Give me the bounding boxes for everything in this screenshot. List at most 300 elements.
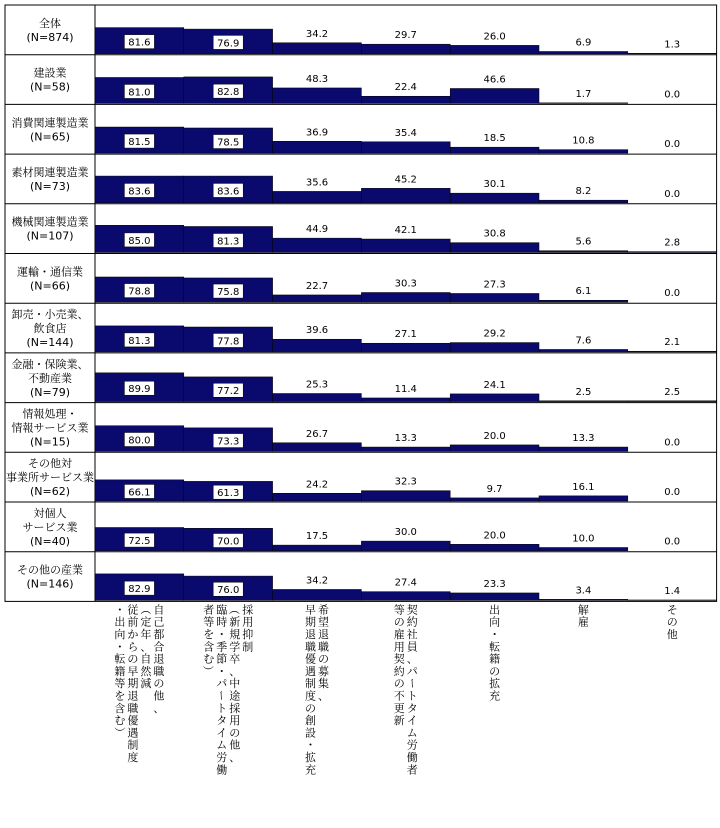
data-label: 29.2	[483, 328, 506, 340]
column-label: 集	[318, 677, 329, 691]
column-label: の	[305, 701, 316, 715]
bar	[361, 592, 450, 601]
column-label: む	[114, 714, 126, 728]
bar	[361, 44, 450, 54]
column-label: 、	[153, 701, 165, 715]
column-label: ・	[489, 628, 501, 641]
column-label: 向	[114, 628, 126, 641]
column-label: ー	[405, 677, 419, 689]
data-label: 16.1	[572, 481, 595, 493]
column-label: 含	[203, 640, 215, 654]
column-label: 等	[114, 677, 126, 691]
column-label: 従	[127, 603, 139, 617]
column-label: 、	[229, 751, 241, 764]
bar	[273, 295, 362, 302]
column-label: 都	[153, 628, 165, 641]
bar	[539, 447, 628, 451]
data-label: 0.0	[664, 487, 681, 498]
column-label: 減	[140, 677, 152, 691]
row-label: (N=65)	[29, 130, 71, 144]
column-label: 早	[127, 664, 139, 678]
column-label: イ	[406, 714, 418, 728]
row-label: (N=874)	[26, 30, 74, 44]
row-label: (N=146)	[26, 577, 74, 591]
bar	[361, 447, 450, 451]
data-label: 6.9	[575, 37, 592, 49]
column-label: ム	[406, 726, 418, 740]
column-label: 出	[114, 615, 126, 629]
data-label: 13.3	[572, 433, 595, 445]
data-label: 10.8	[572, 135, 595, 147]
data-label: 22.4	[394, 82, 417, 94]
data-label: 2.5	[664, 386, 681, 398]
row-label: (N=107)	[26, 229, 74, 243]
bar	[361, 491, 450, 501]
bar	[539, 401, 628, 402]
column-label: 卒	[229, 652, 241, 666]
column-label: 契	[406, 603, 418, 617]
bar	[539, 349, 628, 351]
column-label: 度	[305, 689, 316, 703]
column-label: 含	[114, 701, 126, 715]
bar	[450, 293, 539, 302]
column-label: ・	[305, 738, 316, 752]
column-label: 用	[393, 640, 405, 654]
bar	[450, 147, 539, 153]
bar	[361, 343, 450, 352]
data-label: 11.4	[394, 383, 417, 395]
row-label: (N=58)	[29, 80, 71, 94]
data-label: 72.5	[128, 536, 151, 548]
data-label: 27.4	[394, 577, 417, 589]
bar	[628, 252, 717, 253]
column-label: 用	[242, 615, 254, 629]
column-label: 雇	[577, 615, 589, 629]
data-label: 30.1	[483, 179, 506, 191]
data-label: 42.1	[394, 225, 417, 237]
bar	[273, 493, 362, 501]
bar	[361, 188, 450, 202]
data-label: 23.3	[483, 578, 506, 590]
column-label: ム	[216, 738, 228, 752]
data-label: 5.6	[575, 236, 592, 248]
data-label: 0.0	[664, 139, 681, 151]
data-label: 27.3	[483, 279, 506, 291]
bar	[361, 541, 450, 551]
column-label: パ	[216, 677, 228, 691]
data-label: 78.5	[217, 137, 240, 149]
column-label: そ	[666, 603, 678, 617]
data-label: 81.5	[128, 137, 151, 149]
bar	[273, 589, 362, 600]
column-label: 転	[489, 640, 501, 654]
column-label: パ	[406, 664, 418, 678]
data-label: 10.0	[572, 533, 595, 545]
column-label: の	[393, 677, 405, 691]
column-label: の	[153, 677, 165, 691]
column-label: 、	[229, 664, 241, 678]
column-label: を	[114, 689, 126, 703]
column-label: を	[203, 628, 215, 641]
row-label: その他の産業	[17, 563, 83, 577]
bar	[361, 142, 450, 153]
column-label: 他	[229, 738, 241, 752]
data-label: 18.5	[483, 133, 506, 145]
column-label: 転	[114, 652, 126, 666]
column-label: の	[229, 726, 241, 740]
column-label: 退	[153, 652, 165, 666]
bar	[450, 593, 539, 600]
data-label: 1.3	[664, 39, 681, 51]
bar	[273, 141, 362, 153]
data-label: 2.5	[575, 386, 592, 398]
row-label: (N=66)	[29, 279, 71, 293]
row-label: その他対	[28, 457, 72, 471]
column-label: 制	[242, 640, 254, 654]
column-label: ）	[201, 665, 215, 677]
bar	[273, 191, 362, 202]
column-label: ・	[216, 664, 228, 678]
column-label: 遇	[127, 726, 139, 740]
column-label: 規	[229, 628, 241, 641]
row-label: (N=144)	[26, 336, 74, 350]
data-label: 80.0	[128, 435, 151, 447]
column-label: 職	[305, 640, 316, 654]
column-label: の	[489, 664, 501, 678]
bar	[273, 394, 362, 402]
column-label: タ	[216, 714, 228, 728]
column-label: 拡	[305, 751, 316, 764]
column-label: 退	[127, 689, 139, 703]
column-label: 年	[140, 628, 152, 641]
column-label: 雇	[393, 628, 405, 641]
column-label: 新	[393, 714, 405, 728]
row-label: 卸売・小売業、	[11, 308, 89, 322]
row-label: 飲食店	[33, 322, 67, 336]
column-label: ら	[127, 640, 139, 654]
column-label: 職	[127, 701, 139, 715]
column-label: 採	[229, 701, 241, 715]
column-label: 然	[140, 664, 152, 678]
bar	[273, 88, 362, 103]
data-label: 2.8	[664, 237, 681, 249]
data-label: 3.4	[575, 585, 592, 597]
data-label: 20.0	[483, 530, 506, 542]
data-label: 0.0	[664, 188, 681, 200]
column-label: 合	[153, 640, 165, 654]
column-label: ー	[214, 690, 228, 701]
data-label: 77.2	[217, 386, 240, 398]
column-label: 募	[318, 664, 329, 678]
data-label: 77.8	[217, 336, 240, 348]
column-label: 優	[305, 652, 316, 666]
column-label: 他	[153, 689, 165, 703]
data-label: 76.9	[217, 38, 240, 50]
column-label: 籍	[114, 664, 126, 678]
data-label: 73.3	[217, 436, 240, 448]
bar	[361, 293, 450, 303]
column-label: ・	[216, 628, 228, 641]
column-label: 希	[318, 603, 329, 617]
column-label: 向	[489, 615, 501, 629]
data-label: 81.3	[128, 335, 151, 347]
column-label: 設	[305, 726, 316, 740]
data-label: 29.7	[394, 30, 417, 42]
column-label: 約	[393, 664, 405, 678]
column-label: か	[127, 628, 139, 641]
column-label: （	[138, 603, 152, 615]
column-label: 定	[140, 615, 152, 629]
data-label: 45.2	[394, 174, 417, 186]
column-label: 社	[406, 628, 418, 641]
data-label: 83.6	[128, 186, 151, 198]
bar	[628, 351, 717, 352]
data-label: 6.1	[575, 286, 592, 298]
data-label: 17.5	[305, 531, 329, 543]
data-label: 22.7	[305, 280, 329, 292]
data-label: 1.4	[664, 585, 681, 597]
row-label: 情報サービス業	[11, 421, 89, 435]
column-label: 充	[305, 763, 316, 777]
column-label: 解	[577, 603, 589, 617]
column-label: 中	[229, 677, 241, 691]
data-label: 81.0	[128, 87, 151, 99]
column-label: 者	[406, 763, 418, 777]
row-label: 運輸・通信業	[17, 265, 83, 279]
bar	[273, 443, 362, 452]
column-label: 約	[406, 615, 418, 629]
column-label: 優	[127, 714, 139, 728]
bar	[450, 243, 539, 253]
column-label: 節	[216, 652, 228, 666]
data-label: 7.6	[575, 335, 592, 347]
data-label: 24.2	[305, 479, 329, 491]
data-label: 26.0	[483, 31, 506, 43]
row-label: サービス業	[22, 520, 78, 534]
column-label: 等	[203, 615, 215, 629]
column-label: の	[318, 652, 329, 666]
data-label: 30.0	[394, 527, 417, 539]
data-label: 83.6	[217, 186, 240, 198]
bar	[539, 548, 628, 551]
bar	[450, 45, 539, 53]
data-label: 0.0	[664, 288, 681, 300]
bar	[273, 545, 362, 551]
data-label: 9.7	[486, 483, 503, 495]
column-label: 更	[393, 701, 405, 715]
column-label: 労	[406, 738, 418, 752]
column-label: 制	[305, 677, 316, 691]
row-label: (N=62)	[29, 485, 71, 499]
bar	[539, 200, 628, 203]
bar	[539, 103, 628, 104]
column-label: 期	[305, 615, 316, 629]
bar	[628, 401, 717, 402]
bar	[450, 445, 539, 451]
data-label: 78.8	[128, 286, 151, 298]
data-label: 82.8	[217, 87, 240, 99]
bar	[450, 394, 539, 402]
data-label: 36.9	[305, 127, 329, 139]
data-label: 66.1	[128, 487, 151, 499]
column-label: 充	[489, 689, 501, 703]
column-label: 、	[406, 652, 418, 666]
bar	[273, 339, 362, 352]
bar	[450, 343, 539, 352]
column-label: 度	[127, 751, 139, 764]
data-label: 46.6	[483, 74, 506, 86]
column-label: の	[127, 652, 139, 666]
data-label: 81.6	[128, 37, 151, 49]
data-label: 25.3	[305, 379, 329, 391]
column-label: 時	[216, 615, 228, 629]
column-label: む	[203, 652, 215, 666]
column-label: 他	[666, 628, 678, 641]
row-label: 対個人	[33, 506, 67, 520]
row-label: 金融・保険業、	[11, 357, 89, 371]
column-label: 用	[229, 714, 241, 728]
data-label: 32.3	[394, 476, 417, 488]
row-label: 素材関連製造業	[11, 165, 89, 179]
bar	[450, 88, 539, 103]
column-label: 己	[153, 615, 165, 629]
data-label: 48.3	[305, 73, 329, 85]
bar	[450, 193, 539, 203]
bar	[273, 43, 362, 54]
data-label: 24.1	[483, 379, 506, 391]
data-label: 76.0	[217, 585, 240, 597]
data-label: 20.0	[483, 430, 506, 442]
column-label: 採	[242, 603, 254, 617]
bar	[450, 498, 539, 501]
column-label: 働	[216, 763, 228, 777]
data-label: 85.0	[128, 235, 151, 247]
data-label: 89.9	[128, 384, 151, 396]
column-label: 退	[305, 628, 316, 641]
column-label: 臨	[216, 603, 228, 617]
bar	[539, 300, 628, 302]
data-label: 30.8	[483, 228, 506, 240]
column-label: 自	[140, 652, 152, 666]
bar	[539, 251, 628, 253]
column-label: イ	[216, 726, 228, 740]
data-label: 35.4	[394, 127, 417, 139]
column-label: 員	[406, 640, 418, 654]
column-label: 途	[229, 689, 241, 703]
data-label: 1.7	[575, 88, 592, 100]
data-label: 30.3	[394, 278, 417, 290]
column-label: 創	[305, 714, 316, 728]
column-label: 新	[229, 615, 241, 629]
column-label: 拡	[489, 677, 501, 691]
data-label: 70.0	[217, 536, 240, 548]
column-label: 抑	[242, 628, 254, 641]
data-label: 39.6	[305, 325, 329, 337]
data-label: 81.3	[217, 236, 240, 248]
row-label: 建設業	[33, 66, 67, 80]
column-label: タ	[406, 701, 418, 715]
column-label: 契	[393, 652, 405, 666]
data-label: 34.2	[305, 575, 329, 587]
row-label: (N=40)	[29, 534, 71, 548]
column-label: （	[227, 603, 241, 615]
column-label: 不	[393, 689, 405, 703]
bar	[273, 238, 362, 252]
column-label: 望	[318, 615, 329, 629]
column-label: 前	[127, 615, 139, 629]
column-label: ）	[112, 726, 126, 738]
bar	[361, 96, 450, 103]
column-label: 学	[229, 640, 241, 654]
bar	[539, 51, 628, 53]
column-label: ・	[114, 603, 126, 617]
column-label: 働	[406, 751, 418, 764]
column-label: 職	[318, 640, 329, 654]
bar	[361, 239, 450, 252]
column-label: 、	[140, 640, 152, 654]
data-label: 75.8	[217, 287, 240, 299]
column-label: ト	[406, 689, 418, 703]
column-label: 籍	[489, 652, 501, 666]
data-label: 26.7	[305, 428, 329, 440]
column-label: 自	[153, 603, 165, 617]
bar	[539, 150, 628, 153]
column-label: 退	[318, 628, 329, 641]
column-label: 出	[489, 603, 501, 617]
column-label: の	[666, 615, 678, 629]
column-label: 労	[216, 751, 228, 764]
column-label: 制	[127, 738, 139, 752]
column-label: 等	[393, 603, 405, 617]
column-label: 期	[127, 677, 139, 691]
row-label: 事業所サービス業	[6, 471, 94, 485]
data-label: 44.9	[305, 224, 329, 236]
data-label: 27.1	[394, 329, 417, 341]
bar	[361, 398, 450, 402]
data-label: 82.9	[128, 584, 151, 596]
data-label: 61.3	[217, 488, 240, 500]
row-label: (N=15)	[29, 435, 71, 449]
column-label: の	[393, 615, 405, 629]
bar	[539, 599, 628, 600]
data-label: 34.2	[305, 28, 329, 40]
row-label: 消費関連製造業	[11, 116, 89, 130]
data-label: 13.3	[394, 433, 417, 445]
column-label: 遇	[305, 664, 316, 678]
row-label: (N=79)	[29, 385, 71, 399]
row-label: 機械関連製造業	[11, 215, 89, 229]
data-label: 8.2	[575, 186, 592, 198]
bar	[539, 496, 628, 501]
data-label: 0.0	[664, 89, 681, 101]
column-label: ・	[114, 640, 126, 654]
data-label: 2.1	[664, 337, 681, 349]
column-label: 職	[153, 664, 165, 678]
column-label: 、	[318, 689, 329, 703]
column-label: 者	[203, 603, 215, 617]
column-label: ト	[216, 701, 228, 715]
data-label: 35.6	[305, 177, 329, 189]
row-label: 全体	[39, 16, 61, 30]
data-label: 0.0	[664, 437, 681, 449]
row-label: 不動産業	[28, 371, 72, 385]
bar	[450, 544, 539, 550]
row-label: 情報処理・	[22, 407, 78, 421]
row-label: (N=73)	[29, 179, 71, 193]
data-label: 0.0	[664, 536, 681, 548]
column-label: 早	[305, 603, 316, 617]
column-label: 季	[216, 640, 228, 654]
